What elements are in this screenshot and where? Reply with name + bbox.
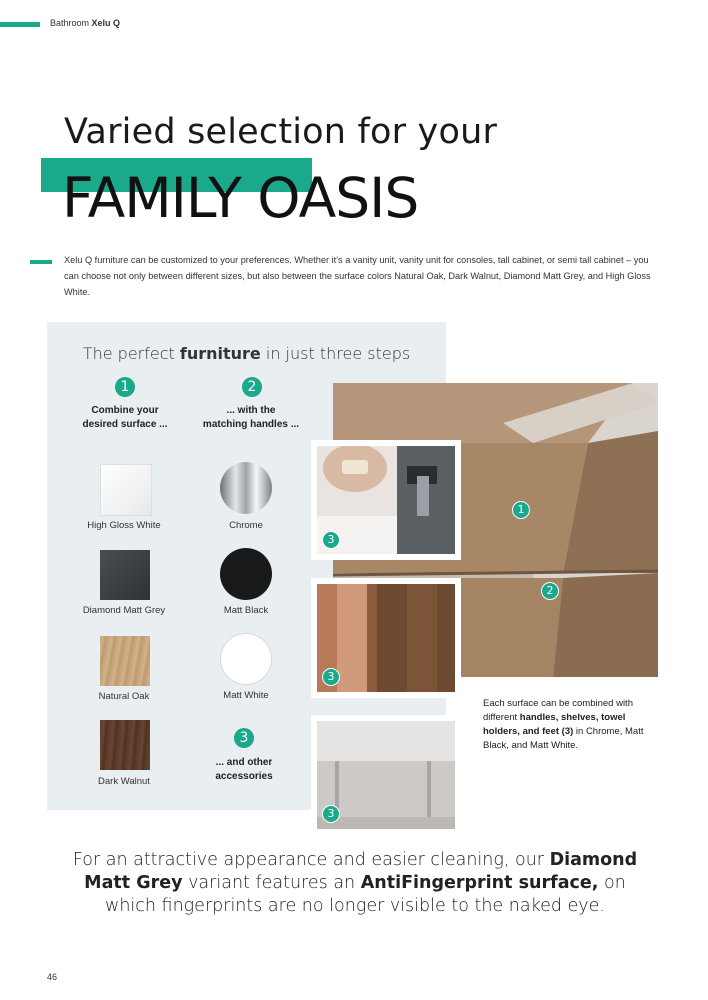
panel-heading — [47, 344, 446, 363]
step-1-label — [65, 404, 185, 432]
step-2-label — [188, 404, 314, 432]
caption-post: in Chrome, Matt Black, and Matt White. — [483, 726, 644, 751]
header-accent-bar — [0, 22, 40, 27]
handle-finish-matt-white — [220, 633, 272, 685]
intro-paragraph: Xelu Q furniture can be customized to your preferences. Whether it’s a vanity unit, vanity unit for consoles, tall cabinet, or semi tall cabinet – you can choose not only between different sizes, but also between the surface colors Natural Oak, Dark Walnut, Diamond Matt Grey, and High Gloss White. — [64, 255, 651, 297]
step-3-label — [190, 756, 298, 784]
step-2-number: 2 — [242, 377, 262, 397]
bottom-statement — [60, 849, 650, 918]
swatch-diamond-matt-grey — [100, 550, 150, 600]
bottom-bold-1: Diamond Matt Grey — [84, 850, 638, 893]
caption-bold: handles, shelves, towel holders, and feet (3) — [483, 712, 626, 737]
swatch-label-high-gloss-white: High Gloss White — [87, 520, 161, 531]
panel-heading-bold: furniture — [179, 344, 261, 363]
step-3-label-line1: ... and other — [215, 757, 273, 768]
running-header — [50, 18, 120, 28]
handle-label-matt-white: Matt White — [223, 690, 269, 701]
photo-caption — [483, 697, 653, 753]
step-2-label-line2: matching handles ... — [202, 419, 300, 430]
step-2-label-line1: ... with the — [226, 405, 276, 416]
panel-heading-post: in just three steps — [265, 344, 411, 363]
header-product: Xelu Q — [91, 18, 121, 28]
swatch-label-natural-oak: Natural Oak — [98, 691, 150, 702]
bottom-text-3: on which fingerprints are no longer visible to the naked eye. — [105, 873, 626, 916]
header-section: Bathroom — [50, 18, 90, 28]
intro-accent-bar — [30, 260, 52, 264]
swatch-label-diamond-matt-grey: Diamond Matt Grey — [82, 605, 166, 616]
caption-pre: Each surface can be combined with different — [483, 698, 633, 723]
page-number: 46 — [47, 972, 58, 982]
photo-badge-1: 1 — [512, 501, 530, 519]
swatch-dark-walnut — [100, 720, 150, 770]
swatch-high-gloss-white — [100, 464, 152, 516]
title-line-2: FAMILY OASIS — [62, 166, 419, 230]
step-1-label-line1: Combine your — [91, 405, 159, 416]
panel-heading-pre: The perfect — [82, 344, 175, 363]
photo-badge-3a: 3 — [322, 531, 340, 549]
step-1-number: 1 — [115, 377, 135, 397]
bottom-text-2: variant features an — [188, 873, 356, 893]
handle-finish-chrome — [220, 462, 272, 514]
title-line-1: Varied selection for your — [64, 112, 498, 152]
bottom-bold-2: AntiFingerprint surface, — [360, 873, 599, 893]
swatch-natural-oak — [100, 636, 150, 686]
handle-finish-matt-black — [220, 548, 272, 600]
handle-label-chrome: Chrome — [229, 520, 263, 531]
photo-badge-3c: 3 — [322, 805, 340, 823]
step-1-label-line2: desired surface ... — [82, 419, 168, 430]
swatch-label-dark-walnut: Dark Walnut — [98, 776, 150, 787]
step-3-label-line2: accessories — [215, 771, 273, 782]
handle-label-matt-black: Matt Black — [223, 605, 269, 616]
bottom-text-1: For an attractive appearance and easier cleaning, our — [72, 850, 545, 870]
photo-badge-2: 2 — [541, 582, 559, 600]
step-3-number: 3 — [234, 728, 254, 748]
photo-badge-3b: 3 — [322, 668, 340, 686]
